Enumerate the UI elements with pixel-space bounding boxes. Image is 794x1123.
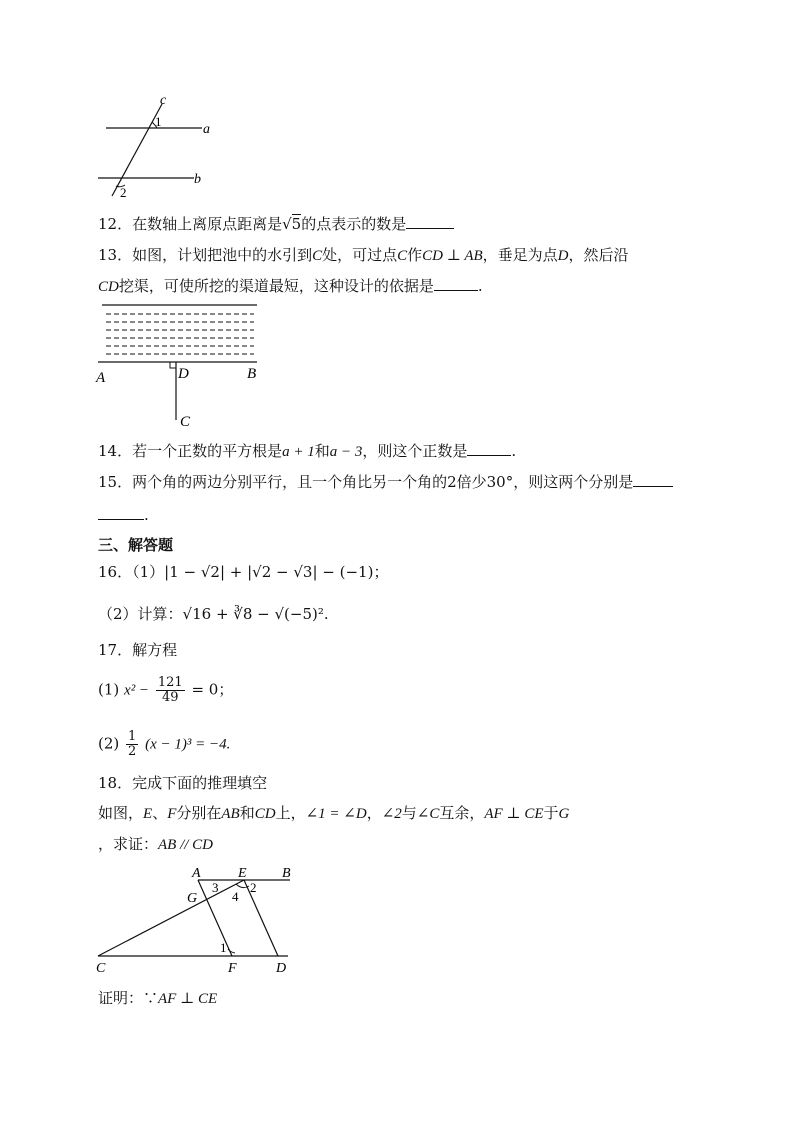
- label-g: G: [187, 891, 198, 906]
- q14-text: 14．若一个正数的平方根是: [98, 442, 283, 460]
- label-2: 2: [250, 880, 257, 895]
- point-d: D: [557, 248, 569, 264]
- expression-a-minus-3: a − 3: [329, 444, 363, 460]
- question-16-part-2: [98, 604, 329, 624]
- label-1: 1: [220, 940, 227, 955]
- label-c: c: [160, 93, 167, 108]
- proof-start: [98, 988, 217, 1009]
- q17-label: (1): [98, 680, 120, 699]
- question-12: [98, 214, 454, 234]
- question-18-title: 18．完成下面的推理填空: [98, 774, 268, 792]
- q18-text: 互余，: [439, 804, 485, 822]
- q13-text: 13．如图，计划把池中的水引到: [98, 246, 313, 264]
- question-17-part-1: [98, 676, 233, 705]
- perpendicular-formula: CD ⊥ AB: [422, 248, 483, 264]
- sqrt-symbol: √: [282, 215, 292, 233]
- question-16-part-1: [98, 562, 388, 582]
- q16-label: 16．（1）: [98, 563, 165, 581]
- proof-figure: [92, 862, 312, 982]
- label-4: 4: [232, 889, 239, 904]
- q12-radicand: 5: [291, 215, 302, 233]
- angle-equation: ∠1 = ∠D: [305, 806, 367, 822]
- q16-expression-1: |1 − √2| + |√2 − √3| − (−1)；: [164, 563, 389, 581]
- segment-cd: CD: [98, 279, 119, 295]
- q18-text: 上，: [275, 804, 306, 822]
- answer-blank[interactable]: [633, 472, 673, 487]
- section-heading: 三、解答题: [98, 536, 174, 554]
- segment-ab: AB: [221, 806, 240, 822]
- q18-text: 于: [543, 804, 559, 822]
- label-d: D: [178, 366, 189, 382]
- answer-blank[interactable]: [434, 276, 478, 291]
- label-c: C: [96, 961, 106, 976]
- right-angle-mark: [170, 362, 176, 368]
- label-b: B: [282, 866, 291, 881]
- segment-cd: CD: [254, 806, 276, 822]
- question-17-part-2: [98, 730, 230, 759]
- q17-equation: (x − 1)³ = −4.: [145, 736, 231, 753]
- q15-text: 15．两个角的两边分别平行，且一个角比另一个角的2倍少30°，则这两个分别是: [98, 473, 634, 491]
- angle-1-arc: [228, 949, 235, 953]
- label-a: A: [96, 370, 106, 386]
- q16-expression-2: √16 + ∛8 − √(−5)².: [182, 605, 329, 623]
- q15-period: .: [144, 506, 149, 524]
- q14-text: ，则这个正数是: [362, 442, 468, 460]
- angle-2: ∠2: [381, 806, 402, 822]
- q18-text: 和: [239, 804, 255, 822]
- q17-label: (2): [98, 734, 120, 753]
- q14-period: .: [511, 442, 517, 460]
- question-13-line-1: [98, 245, 629, 266]
- q13-text: ，然后沿: [568, 246, 629, 264]
- point-c: C: [397, 248, 408, 264]
- point-f: F: [167, 806, 177, 822]
- q13-text: 作: [407, 246, 423, 264]
- expression-a-plus-1: a + 1: [282, 444, 315, 460]
- q13-text: 处，可过点: [322, 246, 398, 264]
- question-15-line-2: [98, 505, 149, 525]
- q18-text: 、: [152, 804, 168, 822]
- proof-text: 证明：∵: [98, 989, 159, 1007]
- label-e: E: [238, 866, 247, 881]
- question-14: [98, 441, 516, 462]
- parallel-statement: AB // CD: [158, 837, 214, 853]
- q17-term: x² −: [124, 682, 150, 699]
- answer-blank[interactable]: [98, 505, 144, 520]
- label-d: D: [276, 961, 287, 976]
- q18-text: ，求证：: [98, 835, 159, 853]
- angle-c: ∠C: [416, 806, 440, 822]
- question-17-title: 17．解方程: [98, 641, 178, 659]
- point-g: G: [558, 806, 570, 822]
- answer-blank[interactable]: [406, 214, 454, 229]
- q12-tail: 的点表示的数是: [301, 215, 407, 233]
- q12-text: 12．在数轴上离原点距离是: [98, 215, 283, 233]
- denominator: 2: [128, 744, 137, 759]
- q18-text: ，: [366, 804, 382, 822]
- q13-text: ，垂足为点: [482, 246, 558, 264]
- point-e: E: [143, 806, 153, 822]
- label-b: B: [247, 366, 257, 382]
- label-1: 1: [155, 114, 162, 129]
- answer-blank[interactable]: [467, 441, 511, 456]
- q18-text: 分别在: [176, 804, 222, 822]
- q18-text: 与: [401, 804, 417, 822]
- denominator: 49: [161, 690, 179, 705]
- label-f: F: [228, 961, 237, 976]
- q13-period: .: [477, 277, 483, 295]
- q17-equals: = 0；: [191, 680, 234, 699]
- pool-figure: [92, 300, 272, 430]
- label-a: a: [203, 122, 210, 137]
- fraction-1-2: [126, 730, 138, 759]
- label-a: A: [192, 866, 201, 881]
- question-18-line-2: [98, 834, 213, 855]
- q18-text: 如图，: [98, 804, 144, 822]
- numerator: 1: [128, 729, 137, 744]
- label-2: 2: [120, 185, 127, 200]
- numerator: 121: [157, 675, 183, 690]
- point-c: C: [312, 248, 323, 264]
- question-13-line-2: [98, 276, 483, 297]
- fraction-121-49: [156, 676, 185, 705]
- label-b: b: [194, 172, 201, 187]
- question-15-line-1: [98, 472, 673, 492]
- question-18-line-1: [98, 803, 569, 824]
- q16-label: （2）计算：: [98, 605, 183, 623]
- label-3: 3: [212, 880, 219, 895]
- perpendicular-formula: AF ⊥ CE: [158, 991, 218, 1007]
- q14-text: 和: [314, 442, 330, 460]
- label-c: C: [180, 414, 191, 430]
- perpendicular-formula: AF ⊥ CE: [484, 806, 544, 822]
- parallel-lines-figure: [90, 90, 230, 200]
- q13-text: 挖渠，可使所挖的渠道最短，这种设计的依据是: [118, 277, 434, 295]
